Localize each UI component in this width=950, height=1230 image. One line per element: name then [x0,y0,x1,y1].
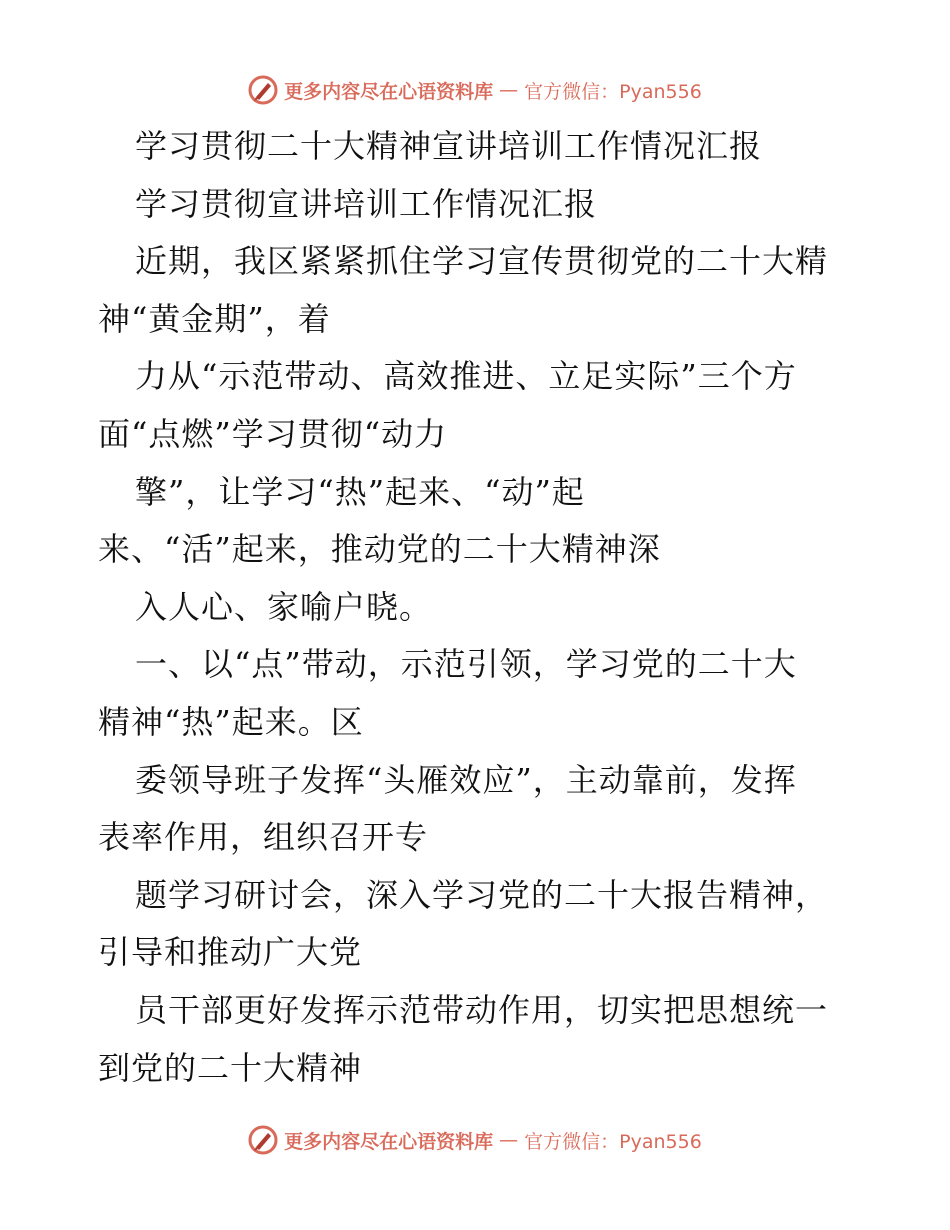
doc-line: 力从“示范带动、高效推进、立足实际”三个方 [135,357,797,396]
document-body [98,118,858,1097]
doc-line: 题学习研讨会，深入学习党的二十大报告精神， [135,875,829,914]
banner-dash: — [499,79,519,101]
doc-line: 面“点燃”学习贯彻“动力 [98,414,448,453]
doc-line: 引导和推动广大党 [98,933,363,972]
banner-wechat-text: 官方微信：Pyan556 [524,1130,702,1153]
doc-line: 来、“活”起来，推动党的二十大精神深 [98,530,661,569]
doc-line: 到党的二十大精神 [98,1048,363,1087]
doc-line: 委领导班子发挥“头雁效应”，主动靠前，发挥 [135,760,797,799]
doc-line: 擎”，让学习“热”起来、“动”起 [135,472,585,511]
doc-line: 近期，我区紧紧抓住学习宣传贯彻党的二十大精 [135,242,829,281]
banner-brand-text: 更多内容尽在心语资料库 [284,1130,494,1153]
doc-line: 员干部更好发挥示范带动作用，切实把思想统一 [135,990,829,1029]
pen-logo-icon [248,75,278,105]
doc-line: 精神“热”起来。区 [98,702,364,741]
doc-line: 神“黄金期”，着 [98,299,331,338]
footer-banner [0,1120,950,1160]
banner-wechat-text: 官方微信：Pyan556 [524,80,702,103]
doc-line: 一、以“点”带动，示范引领，学习党的二十大 [135,645,797,684]
doc-line: 学习贯彻宣讲培训工作情况汇报 [135,184,598,223]
pen-logo-icon [248,1125,278,1155]
doc-line: 表率作用，组织召开专 [98,818,429,857]
banner-dash: — [499,1129,519,1151]
doc-line: 学习贯彻二十大精神宣讲培训工作情况汇报 [135,127,763,165]
doc-line: 入人心、家喻户晓。 [135,587,433,626]
header-banner [0,70,950,110]
banner-brand-text: 更多内容尽在心语资料库 [284,80,494,103]
